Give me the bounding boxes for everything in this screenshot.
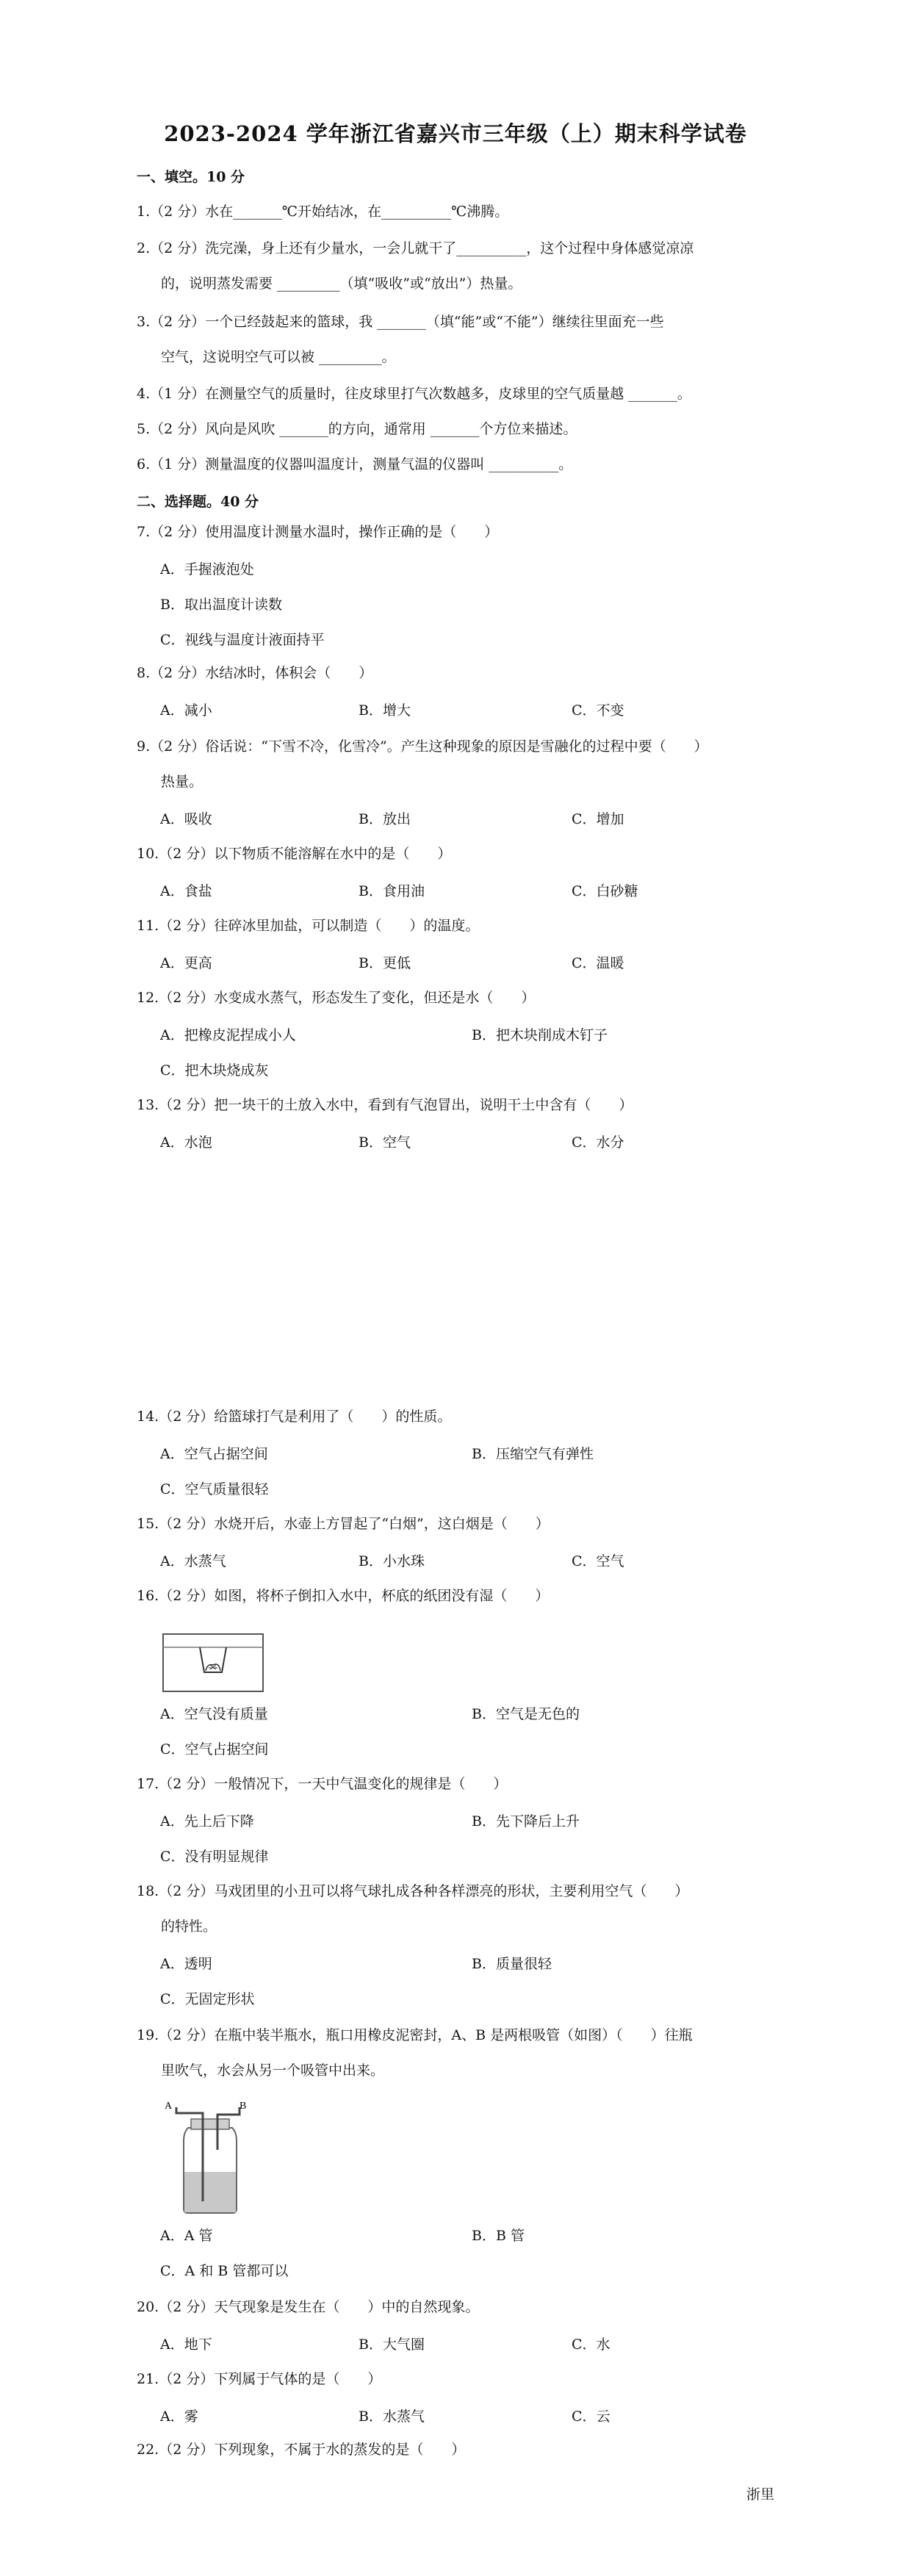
option-17a: A．先上后下降 (160, 1813, 254, 1830)
option-11c: C．温暖 (572, 955, 624, 971)
question-9-line-1: 9.（2 分）俗话说：“下雪不冷，化雪冷”。产生这种现象的原因是雪融化的过程中要（ ） (137, 738, 708, 755)
question-2-line-2: 的，说明蒸发需要 _________（填“吸收”或“放出”）热量。 (161, 276, 522, 292)
option-18b: B．质量很轻 (472, 1956, 552, 1972)
option-19c: C．A 和 B 管都可以 (160, 2263, 289, 2279)
question-15: 15.（2 分）水烧开后，水壶上方冒起了“白烟”，这白烟是（ ） (137, 1516, 550, 1532)
option-9b: B．放出 (359, 811, 411, 827)
question-9-line-2-wrap (137, 764, 783, 799)
option-13b: B．空气 (359, 1134, 411, 1151)
inverted-cup-in-water-figure (162, 1633, 264, 1693)
question-10: 10.（2 分）以下物质不能溶解在水中的是（ ） (137, 846, 452, 862)
option-21a: A．雾 (160, 2408, 198, 2425)
question-6: 6.（1 分）测量温度的仪器叫温度计，测量气温的仪器叫 __________。 (137, 456, 573, 472)
option-15a: A．水蒸气 (160, 1553, 226, 1569)
question-18-line-2: 的特性。 (161, 1918, 217, 1935)
page-footer: 浙里 (746, 2486, 774, 2503)
option-8c: C．不变 (572, 702, 624, 719)
option-9a: A．吸收 (160, 811, 212, 827)
option-19a: A．A 管 (160, 2228, 213, 2244)
question-16: 16.（2 分）如图，将杯子倒扣入水中，杯底的纸团没有湿（ ） (137, 1588, 550, 1604)
option-9c: C．增加 (572, 811, 624, 827)
option-16a: A．空气没有质量 (160, 1706, 268, 1722)
option-19b: B．B 管 (472, 2228, 525, 2244)
option-20c: C．水 (572, 2336, 611, 2353)
option-11b: B．更低 (359, 955, 411, 971)
option-7a: A．手握液泡处 (160, 561, 254, 578)
option-20a: A．地下 (160, 2336, 212, 2353)
question-9-line-2: 热量。 (161, 774, 204, 790)
question-18-line-1: 18.（2 分）马戏团里的小丑可以将气球扎成各种各样漂亮的形状，主要利用空气（ ） (137, 1883, 689, 1899)
option-10c: C．白砂糖 (572, 883, 638, 899)
question-3-line-1: 3.（2 分）一个已经鼓起来的篮球，我 _______（填“能”或“不能”）继续往里面充一些 (137, 314, 664, 330)
option-7b: B．取出温度计读数 (160, 597, 282, 613)
question-1: 1.（2 分）水在_______℃开始结冰，在__________℃沸腾。 (137, 204, 509, 220)
option-21b: B．水蒸气 (359, 2408, 425, 2425)
bottle-with-straws-figure (162, 2098, 254, 2216)
option-14c: C．空气质量很轻 (160, 1481, 269, 1497)
option-13c: C．水分 (572, 1134, 624, 1151)
question-3-line-2: 空气，这说明空气可以被 _________。 (161, 349, 396, 365)
option-14b: B．压缩空气有弹性 (472, 1446, 594, 1462)
question-19-line-2-wrap (137, 2053, 783, 2088)
option-16c: C．空气占据空间 (160, 1741, 269, 1757)
option-18a: A．透明 (160, 1956, 212, 1972)
option-20b: B．大气圈 (359, 2336, 425, 2353)
option-12a: A．把橡皮泥捏成小人 (160, 1027, 296, 1043)
option-8a: A．减小 (160, 702, 212, 719)
option-7c: C．视线与温度计液面持平 (160, 632, 325, 648)
question-11: 11.（2 分）往碎冰里加盐，可以制造（ ）的温度。 (137, 918, 480, 934)
question-5: 5.（2 分）风向是风吹 _______的方向，通常用 _______个方位来描述。 (137, 421, 577, 437)
question-2-line-2-wrap (137, 266, 783, 301)
section-fill-in: 一、填空。10 分 (137, 169, 245, 185)
question-7: 7.（2 分）使用温度计测量水温时，操作正确的是（ ） (137, 524, 499, 540)
option-14a: A．空气占据空间 (160, 1446, 268, 1462)
straw-a-label: A (165, 2101, 173, 2112)
option-17b: B．先下降后上升 (472, 1813, 580, 1830)
question-4: 4.（1 分）在测量空气的质量时，往皮球里打气次数越多，皮球里的空气质量越 _______。 (137, 386, 691, 402)
question-13: 13.（2 分）把一块干的土放入水中，看到有气泡冒出，说明干土中含有（ ） (137, 1097, 633, 1113)
exam-title: 2023-2024 学年浙江省嘉兴市三年级（上）期末科学试卷 (164, 121, 747, 146)
option-18c: C．无固定形状 (160, 1991, 255, 2007)
question-21: 21.（2 分）下列属于气体的是（ ） (137, 2371, 382, 2387)
option-10b: B．食用油 (359, 883, 425, 899)
option-15b: B．小水珠 (359, 1553, 425, 1569)
question-19-line-2: 里吹气，水会从另一个吸管中出来。 (161, 2062, 385, 2079)
question-17: 17.（2 分）一般情况下，一天中气温变化的规律是（ ） (137, 1776, 508, 1792)
straw-b-label: B (240, 2101, 247, 2112)
question-20: 20.（2 分）天气现象是发生在（ ）中的自然现象。 (137, 2299, 480, 2315)
option-21c: C．云 (572, 2408, 611, 2425)
question-8: 8.（2 分）水结冰时，体积会（ ） (137, 665, 373, 681)
option-11a: A．更高 (160, 955, 212, 971)
option-8b: B．增大 (359, 702, 411, 719)
question-22: 22.（2 分）下列现象，不属于水的蒸发的是（ ） (137, 2442, 466, 2458)
question-19-line-1: 19.（2 分）在瓶中装半瓶水，瓶口用橡皮泥密封，A、B 是两根吸管（如图）（ ）往瓶 (137, 2027, 693, 2043)
option-10a: A．食盐 (160, 883, 212, 899)
option-12b: B．把木块削成木钉子 (472, 1027, 608, 1043)
option-17c: C．没有明显规律 (160, 1849, 269, 1865)
option-15c: C．空气 (572, 1553, 624, 1569)
section-multiple-choice: 二、选择题。40 分 (137, 494, 259, 510)
option-16b: B．空气是无色的 (472, 1706, 580, 1722)
option-12c: C．把木块烧成灰 (160, 1062, 269, 1079)
option-13a: A．水泡 (160, 1134, 212, 1151)
question-3-line-2-wrap (137, 339, 783, 375)
question-14: 14.（2 分）给篮球打气是利用了（ ）的性质。 (137, 1408, 452, 1425)
question-18-line-2-wrap (137, 1909, 783, 1944)
question-2-line-1: 2.（2 分）洗完澡，身上还有少量水，一会儿就干了__________，这个过程中身体感觉凉凉 (137, 240, 694, 256)
question-12: 12.（2 分）水变成水蒸气，形态发生了变化，但还是水（ ） (137, 990, 536, 1006)
